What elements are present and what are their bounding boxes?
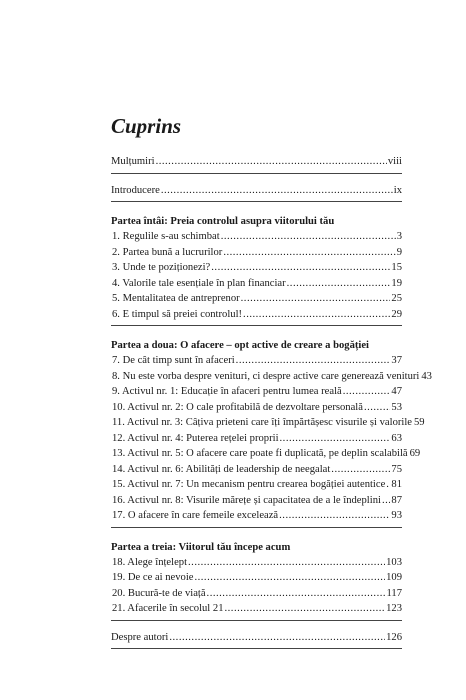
dot-leader	[364, 400, 390, 416]
toc-entry-label: 12. Activul nr. 4: Puterea rețelei proprii	[112, 432, 279, 444]
toc-entry[interactable]	[111, 446, 421, 462]
toc-entry-label: 21. Afacerile în secolul 21	[112, 603, 224, 614]
toc-entry[interactable]	[111, 586, 402, 602]
toc-entry-label: 5. Mentalitatea de antreprenor	[112, 293, 240, 304]
toc-entry-label: 2. Partea bună a lucrurilor	[112, 246, 223, 258]
toc-entry-label: Introducere	[111, 184, 160, 196]
toc-entry[interactable]	[111, 353, 402, 369]
dot-leader	[169, 630, 385, 646]
toc-entry-label: 9. Activul nr. 1: Educație în afaceri pentru lumea reală	[112, 386, 342, 397]
toc-entry-label: 16. Activul nr. 8: Visurile mărețe și capacitatea de a le îndeplini	[112, 494, 381, 506]
dot-leader	[287, 276, 391, 292]
dot-leader	[243, 307, 390, 323]
toc-entry-page: 117	[386, 587, 402, 599]
toc-entry-page: 25	[391, 293, 402, 304]
toc-entry[interactable]	[111, 570, 402, 586]
toc-entry[interactable]	[111, 431, 402, 447]
toc-entry-label: Despre autori	[111, 631, 169, 643]
toc-entry[interactable]	[111, 493, 402, 509]
dot-leader	[241, 291, 391, 307]
toc-entry[interactable]	[111, 245, 402, 261]
toc-entry[interactable]	[111, 291, 402, 307]
toc-entry-label: 13. Activul nr. 5: O afacere care poate fi duplicată, pe deplin scalabilă	[112, 448, 408, 459]
toc-entry-label: 15. Activul nr. 7: Un mecanism pentru crearea bogăției autentice	[112, 479, 386, 490]
dot-leader	[331, 462, 390, 478]
toc-entry-label: 7. De cât timp sunt în afaceri	[112, 355, 235, 366]
dot-leader	[161, 183, 393, 199]
toc-entry-page: 109	[386, 572, 402, 583]
dot-leader	[236, 353, 391, 369]
toc-entry[interactable]	[111, 555, 402, 571]
toc-entry-page: 87	[391, 494, 402, 506]
toc-entry-label: 1. Regulile s-au schimbat	[112, 231, 220, 242]
toc-entry-page: 19	[391, 277, 402, 289]
toc-entry-page: 53	[391, 401, 402, 413]
toc-entry-label: 8. Nu este vorba despre venituri, ci despre active care generează venituri	[112, 370, 420, 382]
toc-entry-label: 17. O afacere în care femeile excelează	[112, 510, 279, 521]
toc-entry-page: 9	[396, 246, 402, 258]
toc-entry-label: 11. Activul nr. 3: Câțiva prieteni care îți împărtășesc visurile și valorile	[112, 417, 412, 428]
dot-leader	[382, 493, 390, 509]
toc-entry-page: 103	[386, 556, 402, 568]
dot-leader	[156, 154, 387, 170]
toc-entry-page: 126	[386, 631, 402, 643]
dot-leader	[225, 601, 386, 617]
dot-leader	[279, 508, 390, 524]
toc-entry[interactable]	[111, 229, 402, 245]
toc-entry-label: 6. E timpul să preiei controlul!	[112, 308, 243, 320]
toc-entry-label: 20. Bucură-te de viață	[112, 587, 206, 599]
toc-entry-page: 43	[421, 370, 432, 382]
page-title: Cuprins	[111, 114, 182, 138]
toc-entry[interactable]	[111, 477, 402, 493]
dot-leader	[194, 570, 385, 586]
toc-entry[interactable]	[111, 400, 402, 416]
table-of-contents	[111, 154, 432, 649]
dot-leader	[223, 245, 395, 261]
dot-leader	[221, 229, 396, 245]
toc-entry-front-1[interactable]	[111, 183, 402, 199]
toc-entry[interactable]	[111, 276, 402, 292]
toc-entry[interactable]	[111, 601, 402, 617]
toc-entry[interactable]	[111, 415, 425, 431]
toc-entry-label: 14. Activul nr. 6: Abilități de leadership de neegalat	[112, 463, 331, 475]
toc-entry-page: 3	[396, 231, 402, 242]
part-heading-1: Partea întâi: Preia controlul asupra viitorului tău	[111, 216, 335, 227]
toc-entry-page: 29	[391, 308, 402, 320]
toc-entry-label: 4. Valorile tale esențiale în plan financiar	[112, 277, 286, 289]
toc-entry-back-0[interactable]	[111, 630, 402, 646]
toc-entry[interactable]	[111, 462, 402, 478]
dot-leader	[211, 260, 390, 276]
toc-entry-page: viii	[387, 156, 402, 167]
dot-leader	[188, 555, 385, 571]
toc-entry-page: 69	[409, 448, 421, 459]
toc-entry-page: 47	[391, 386, 402, 397]
toc-entry-page: 75	[391, 463, 402, 475]
toc-entry[interactable]	[111, 307, 402, 323]
dot-leader	[207, 586, 386, 602]
toc-entry-label: 18. Alege înțelept	[112, 556, 188, 568]
toc-entry-label: Mulțumiri	[111, 156, 155, 167]
toc-entry-page: ix	[393, 184, 402, 196]
part-heading-3: Partea a treia: Viitorul tău începe acum	[111, 541, 291, 553]
toc-entry-label: 19. De ce ai nevoie	[112, 572, 194, 583]
dot-leader	[386, 477, 390, 493]
dot-leader	[343, 384, 391, 400]
toc-entry-label: 3. Unde te poziționezi?	[112, 262, 211, 273]
toc-entry-page: 59	[413, 417, 425, 428]
toc-entry[interactable]	[111, 260, 402, 276]
toc-entry-page: 63	[391, 432, 402, 444]
toc-entry[interactable]	[111, 384, 402, 400]
toc-entry-page: 15	[391, 262, 402, 273]
dot-leader	[280, 431, 391, 447]
toc-entry[interactable]	[111, 369, 432, 385]
toc-entry-page: 123	[386, 603, 402, 614]
toc-entry-label: 10. Activul nr. 2: O cale profitabilă de dezvoltare personală	[112, 401, 363, 413]
toc-entry-page: 81	[391, 479, 402, 490]
toc-entry[interactable]	[111, 508, 402, 524]
toc-entry-front-0[interactable]	[111, 154, 402, 170]
divider	[111, 648, 402, 649]
toc-entry-page: 93	[391, 510, 402, 521]
toc-entry-page: 37	[391, 355, 402, 366]
part-heading-2: Partea a doua: O afacere – opt active de creare a bogăției	[111, 340, 370, 351]
